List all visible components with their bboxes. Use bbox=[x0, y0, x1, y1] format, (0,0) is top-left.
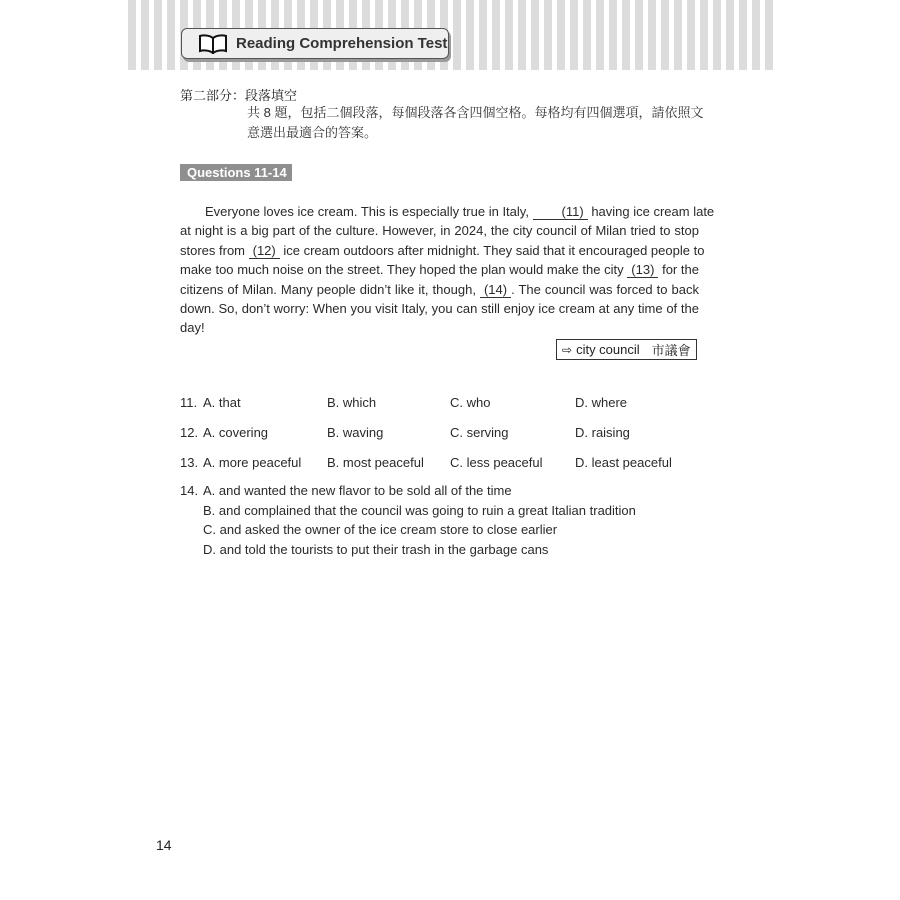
question-row bbox=[180, 395, 740, 413]
answer-blank: (12) bbox=[249, 243, 280, 259]
passage-line bbox=[180, 202, 715, 221]
passage-line bbox=[180, 280, 699, 299]
passage-text: having ice cream late bbox=[587, 204, 715, 219]
passage-text: ice cream outdoors after midnight. They said that it encouraged people to bbox=[279, 242, 705, 258]
passage-text: at night is a big part of the culture. However, in 2024, the city council of Milan tried to stop bbox=[180, 223, 699, 239]
passage-text: day! bbox=[180, 320, 205, 336]
passage-text: . The council was forced to back bbox=[511, 281, 699, 297]
vocab-term: city council bbox=[576, 342, 640, 357]
passage-text: Everyone loves ice cream. This is especially true in Italy, bbox=[205, 204, 533, 219]
instruction-line: 共 8 題，包括二個段落，每個段落各含四個空格。每格均有四個選項，請依照文 bbox=[247, 105, 704, 120]
question-row bbox=[180, 455, 740, 473]
passage-text: for the bbox=[658, 262, 699, 278]
option-b[interactable]: B. most peaceful bbox=[327, 455, 424, 470]
passage-text: down. So, don’t worry: When you visit Italy, you can still enjoy ice cream at any time of the bbox=[180, 300, 699, 316]
answer-blank: (13) bbox=[627, 262, 658, 278]
passage-line bbox=[180, 241, 705, 260]
question-number: 13. bbox=[180, 455, 199, 470]
option-d[interactable]: D. where bbox=[575, 395, 628, 410]
option-a[interactable]: A. more peaceful bbox=[203, 455, 302, 470]
passage-text: citizens of Milan. Many people didn’t like it, though, bbox=[180, 281, 480, 297]
part-instructions bbox=[247, 103, 707, 143]
option-c[interactable]: C. less peaceful bbox=[450, 455, 543, 470]
answer-blank: (11) bbox=[533, 204, 588, 220]
vocabulary-note bbox=[556, 339, 697, 360]
arrow-icon: ⇨ bbox=[562, 342, 573, 357]
vocab-translation: 市議會 bbox=[651, 343, 691, 358]
passage-line bbox=[180, 318, 699, 337]
option-d[interactable]: D. raising bbox=[575, 425, 630, 440]
page-number: 14 bbox=[156, 837, 172, 853]
open-book-icon bbox=[198, 34, 228, 54]
banner-title: Reading Comprehension Test bbox=[236, 35, 448, 52]
instruction-line: 意選出最適合的答案。 bbox=[247, 125, 378, 140]
reading-passage bbox=[180, 202, 715, 338]
passage-text: make too much noise on the street. They hoped the plan would make the city bbox=[180, 262, 628, 278]
answer-blank: (14) bbox=[480, 282, 511, 298]
passage-line bbox=[180, 299, 699, 318]
option-b[interactable]: B. waving bbox=[327, 425, 384, 440]
part-heading: 第二部分：段落填空 bbox=[180, 88, 298, 103]
question-row bbox=[180, 425, 740, 443]
option-a[interactable]: A. covering bbox=[203, 425, 269, 440]
option-c[interactable]: C. serving bbox=[450, 425, 509, 440]
option-b[interactable]: B. and complained that the council was going to ruin a great Italian tradition bbox=[203, 503, 636, 518]
option-b[interactable]: B. which bbox=[327, 395, 377, 410]
question-number: 12. bbox=[180, 425, 199, 440]
passage-line bbox=[180, 221, 699, 240]
option-a[interactable]: A. and wanted the new flavor to be sold all of the time bbox=[203, 483, 512, 498]
question-number: 11. bbox=[180, 395, 198, 410]
question-number: 14. bbox=[180, 483, 199, 498]
passage-line bbox=[180, 260, 699, 279]
question-group-label: Questions 11-14 bbox=[180, 164, 292, 181]
passage-text: stores from bbox=[180, 242, 249, 258]
option-d[interactable]: D. least peaceful bbox=[575, 455, 672, 470]
option-a[interactable]: A. that bbox=[203, 395, 241, 410]
option-c[interactable]: C. who bbox=[450, 395, 491, 410]
section-title-banner bbox=[181, 28, 449, 59]
option-c[interactable]: C. and asked the owner of the ice cream store to close earlier bbox=[203, 522, 558, 537]
option-d[interactable]: D. and told the tourists to put their trash in the garbage cans bbox=[203, 542, 549, 557]
